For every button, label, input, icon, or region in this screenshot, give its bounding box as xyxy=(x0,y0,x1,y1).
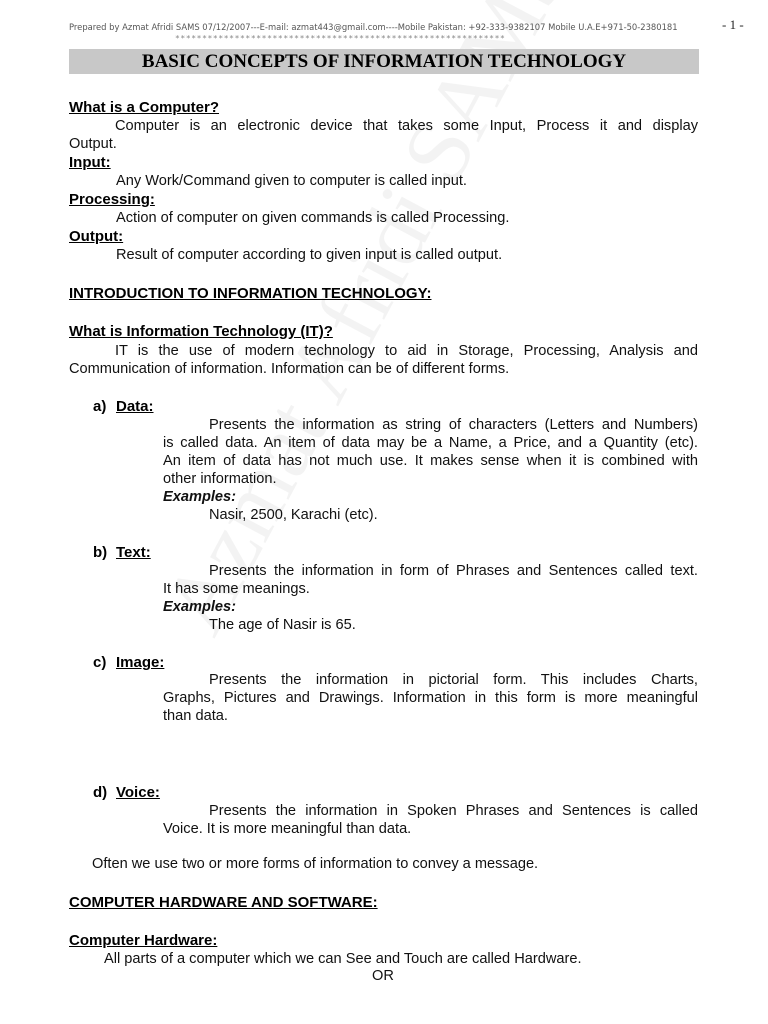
data-line1: Presents the information as string of characters (Letters and Numbers) xyxy=(209,417,698,433)
voice-line2: Voice. It is more meaningful than data. xyxy=(163,821,412,837)
data-line4: other information. xyxy=(163,471,277,487)
voice-line1: Presents the information in Spoken Phrases and Sentences is called xyxy=(209,803,698,819)
header-separator: ************************************************************* xyxy=(175,34,506,43)
hardware-text: All parts of a computer which we can See and Touch are called Hardware. xyxy=(104,951,582,967)
voice-heading: Voice: xyxy=(116,784,160,801)
data-heading: Data: xyxy=(116,398,154,415)
page-title: BASIC CONCEPTS OF INFORMATION TECHNOLOGY xyxy=(141,51,627,72)
text-line2: It has some meanings. xyxy=(163,581,310,597)
text-heading: Text: xyxy=(116,544,151,561)
hw-sw-heading: COMPUTER HARDWARE AND SOFTWARE: xyxy=(69,894,378,911)
data-examples-label: Examples: xyxy=(163,489,237,505)
data-marker: a) xyxy=(93,398,107,415)
intro-heading: INTRODUCTION TO INFORMATION TECHNOLOGY: xyxy=(69,285,432,302)
computer-paragraph xyxy=(69,117,698,153)
processing-heading: Processing: xyxy=(69,191,155,208)
hardware-heading: Computer Hardware: xyxy=(69,932,218,949)
text-marker: b) xyxy=(93,544,108,561)
image-heading: Image: xyxy=(116,654,165,671)
text-paragraph xyxy=(163,562,698,634)
data-line3: An item of data has not much use. It makes sense when it is combined with xyxy=(163,453,698,469)
computer-text-line1: Computer is an electronic device that takes some Input, Process it and display xyxy=(115,118,698,134)
title-bar xyxy=(69,49,699,74)
text-examples-label: Examples: xyxy=(163,599,237,615)
image-line2: Graphs, Pictures and Drawings. Information in this form is more meaningful xyxy=(163,690,698,706)
input-heading: Input: xyxy=(69,154,111,171)
hardware-or: OR xyxy=(372,968,394,984)
text-example: The age of Nasir is 65. xyxy=(209,617,356,633)
often-text: Often we use two or more forms of information to convey a message. xyxy=(92,856,539,872)
voice-marker: d) xyxy=(93,784,108,801)
processing-text: Action of computer on given commands is called Processing. xyxy=(116,210,510,226)
output-text: Result of computer according to given input is called output. xyxy=(116,247,503,263)
it-text-line2: Communication of information. Information can be of different forms. xyxy=(69,361,510,377)
it-text-line1: IT is the use of modern technology to aid in Storage, Processing, Analysis and xyxy=(115,343,698,359)
image-marker: c) xyxy=(93,654,107,671)
image-paragraph xyxy=(163,671,698,725)
data-example: Nasir, 2500, Karachi (etc). xyxy=(209,507,378,523)
it-heading: What is Information Technology (IT)? xyxy=(69,323,333,340)
computer-heading: What is a Computer? xyxy=(69,99,220,116)
input-text: Any Work/Command given to computer is called input. xyxy=(116,173,467,189)
header-contact-line: Prepared by Azmat Afridi SAMS 07/12/2007---E-mail: azmat443@gmail.com----Mobile Pakistan: +92-333-9382107 Mobile U.A.E+971-50-2380181 xyxy=(69,22,678,32)
text-line1: Presents the information in form of Phrases and Sentences called text. xyxy=(209,563,698,579)
it-paragraph xyxy=(69,342,698,378)
output-heading: Output: xyxy=(69,228,124,245)
data-line2: is called data. An item of data may be a Name, a Price, and a Quantity (etc). xyxy=(163,435,698,451)
image-line3: than data. xyxy=(163,708,228,724)
data-paragraph xyxy=(163,416,698,524)
page-number: - 1 - xyxy=(722,17,744,32)
image-line1: Presents the information in pictorial form. This includes Charts, xyxy=(209,672,698,688)
voice-paragraph xyxy=(163,802,698,838)
computer-text-line2: Output. xyxy=(69,136,117,152)
